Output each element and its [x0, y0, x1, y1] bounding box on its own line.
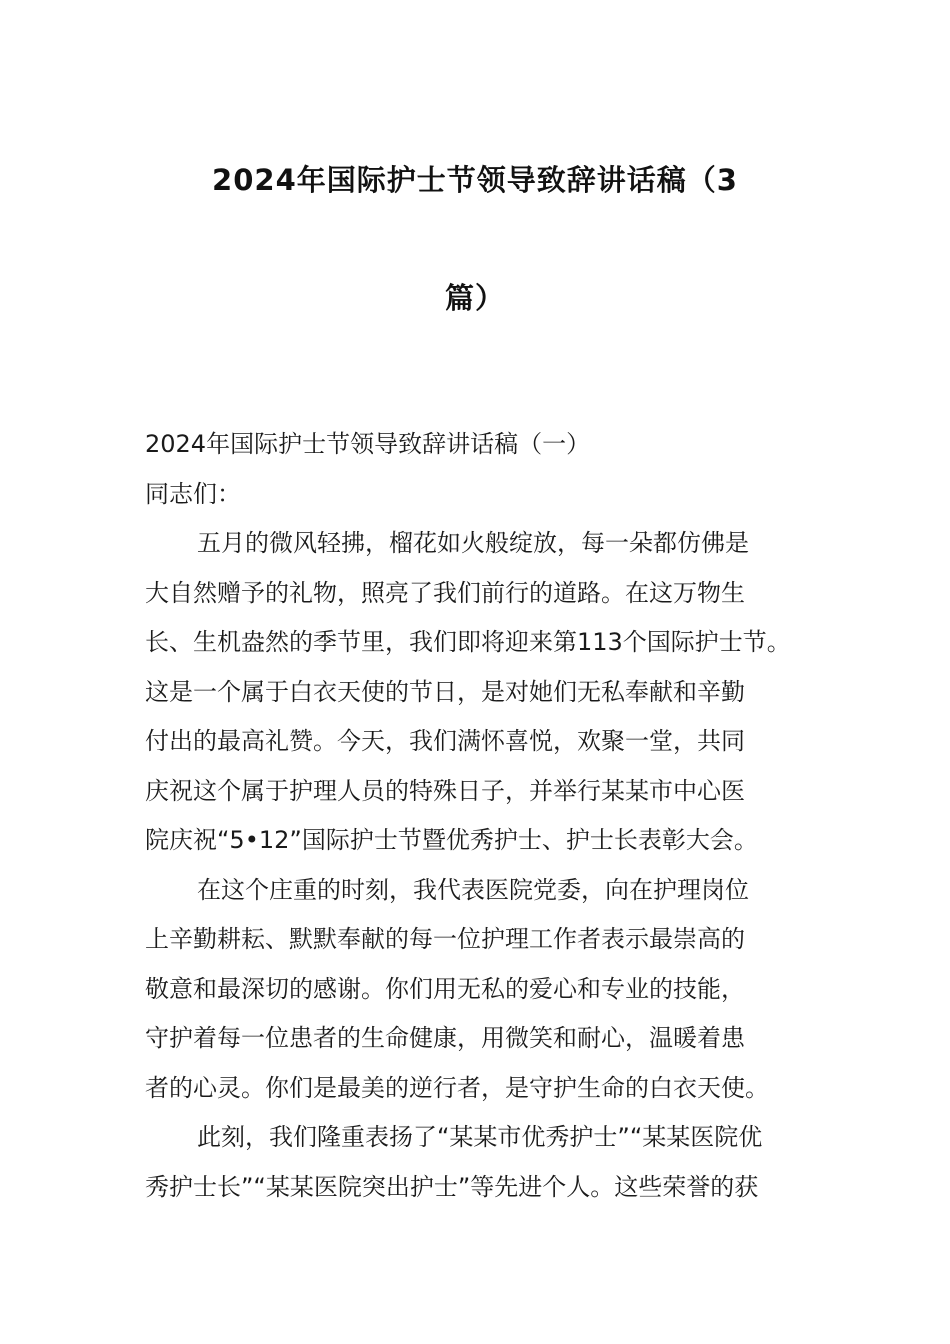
text-line: 五月的微风轻拂，榴花如火般绽放，每一朵都仿佛是 — [197, 529, 749, 557]
text-line: 大自然赠予的礼物，照亮了我们前行的道路。在这万物生 — [145, 578, 745, 607]
text-line: 院庆祝“5•12”国际护士节暨优秀护士、护士长表彰大会。 — [145, 826, 758, 854]
text-line: 秀护士长”“某某医院突出护士”等先进个人。这些荣誉的获 — [145, 1172, 759, 1201]
text-line: 者的心灵。你们是最美的逆行者，是守护生命的白衣天使。 — [145, 1073, 769, 1102]
text-line: 敬意和最深切的感谢。你们用无私的爱心和专业的技能， — [145, 974, 745, 1003]
text-line: 付出的最高礼赞。今天，我们满怀喜悦，欢聚一堂，共同 — [145, 727, 745, 755]
text-line: 庆祝这个属于护理人员的特殊日子，并举行某某市中心医 — [145, 776, 745, 805]
document-body — [145, 420, 810, 1212]
text-line: 同志们： — [145, 479, 241, 508]
text-line: 此刻，我们隆重表扬了“某某市优秀护士”“某某医院优 — [197, 1123, 763, 1151]
text-line: 守护着每一位患者的生命健康，用微笑和耐心，温暖着患 — [145, 1024, 745, 1052]
document-title-line-1: 2024年国际护士节领导致辞讲话稿（3 — [212, 163, 738, 197]
text-line: 长、生机盎然的季节里，我们即将迎来第113个国际护士节。 — [145, 628, 791, 656]
text-line: 上辛勤耕耘、默默奉献的每一位护理工作者表示最崇高的 — [145, 925, 745, 953]
text-line: 在这个庄重的时刻，我代表医院党委，向在护理岗位 — [197, 875, 749, 904]
document-title-line-2: 篇） — [444, 281, 505, 315]
text-line: 这是一个属于白衣天使的节日，是对她们无私奉献和辛勤 — [145, 677, 745, 706]
text-line: 2024年国际护士节领导致辞讲话稿（一） — [145, 430, 591, 458]
